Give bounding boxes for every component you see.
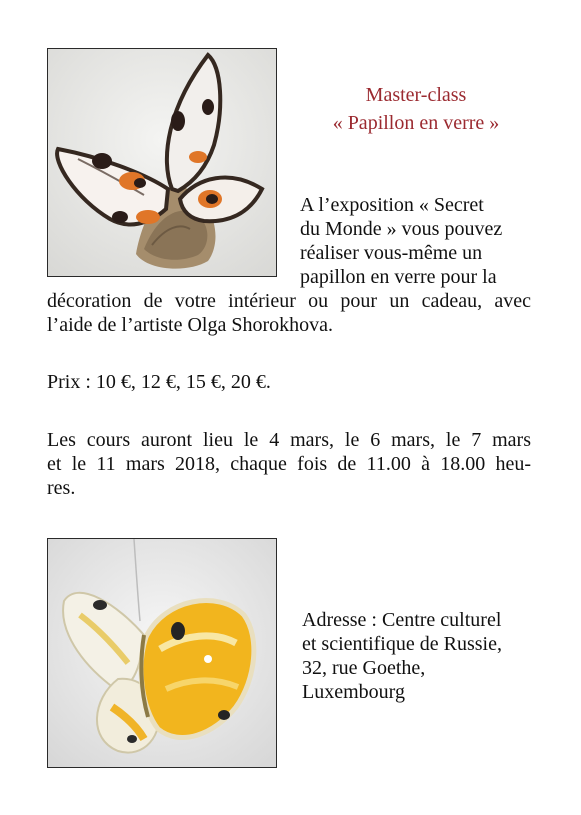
address-line-3: 32, rue Goethe, [302,657,426,679]
yellow-butterfly-illustration [48,539,276,767]
address-line-2: et scientifique de Russie, [302,633,502,655]
intro-line-2: du Monde » vous pouvez [300,218,503,240]
butterfly-photo-yellow [47,538,277,768]
intro-line-5: décoration de votre intérieur ou pour un cadeau, avec [47,290,531,312]
schedule-line-3: res. [47,477,76,499]
schedule-line-1: Les cours auront lieu le 4 mars, le 6 mars, le 7 mars [47,429,531,451]
schedule-line-2: et le 11 mars 2018, chaque fois de 11.00 à 18.00 heu- [47,453,531,475]
intro-line-1: A l’exposition « Secret [300,194,484,216]
title-line-1: Master-class [365,84,467,106]
address-line-1: Adresse : Centre culturel [302,609,502,631]
intro-line-6: l’aide de l’artiste Olga Shorokhova. [47,314,334,336]
intro-line-3: réaliser vous-même un [300,242,483,264]
address-line-4: Luxembourg [302,681,405,703]
butterfly-photo-dark [47,48,277,277]
price-text: Prix : 10 €, 12 €, 15 €, 20 €. [47,371,271,393]
intro-line-4: papillon en verre pour la [300,266,497,288]
dark-butterfly-illustration [48,49,276,276]
title-line-2: « Papillon en verre » [332,112,500,134]
